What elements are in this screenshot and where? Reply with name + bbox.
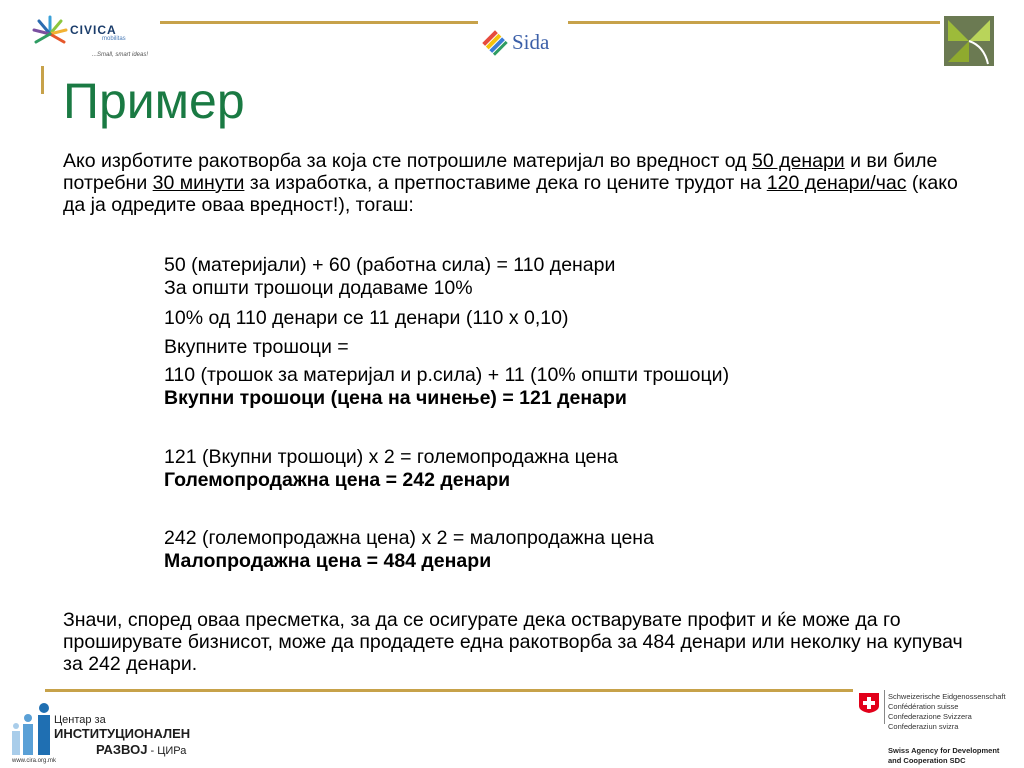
civica-sub: mobilitas (102, 36, 126, 42)
sida-mark-icon (482, 30, 508, 56)
calc-line-2: За општи трошоци додаваме 10% (164, 277, 473, 299)
materials-cost: 50 денари (752, 150, 845, 172)
sdc-line-3: Confederazione Svizzera (888, 712, 972, 721)
conclusion-paragraph: Значи, според оваа пресметка, за да се осигурате дека остварувате профит и ќе може да го проширувате бизнисот, може да продадете една ракотворба за 484 денари или неколку на купувач за 242 денари. (63, 609, 963, 675)
leaf-logo (944, 16, 994, 70)
sdc-line-5: Swiss Agency for Development (888, 746, 1000, 755)
calc-wholesale-price: Големопродажна цена = 242 денари (164, 469, 511, 491)
calc-total-cost: Вкупни трошоци (цена на чинење) = 121 денари (164, 387, 627, 409)
hourly-rate: 120 денари/час (766, 172, 907, 194)
calc-line-3: 10% од 110 денари се 11 денари (110 x 0,10) (164, 307, 569, 329)
calc-line-4: Вкупните трошоци = (164, 336, 349, 358)
sdc-line-1: Schweizerische Eidgenossenschaft (888, 692, 1006, 701)
header-rule-right (568, 21, 940, 24)
sdc-logo (856, 690, 1022, 766)
sdc-line-2: Confédération suisse (888, 702, 959, 711)
swiss-flag-icon (858, 692, 880, 714)
cir-line-3-bold: РАЗВОЈ (96, 742, 148, 757)
intro-text-2: и ви биле потребни (63, 150, 938, 194)
calc-retail-price: Малопродажна цена = 484 денари (164, 550, 492, 572)
header-rule-left (160, 21, 478, 24)
sdc-line-4: Confederaziun svizra (888, 722, 959, 731)
sdc-line-6: and Cooperation SDC (888, 756, 966, 765)
cir-figures-icon (10, 702, 58, 760)
calc-line-7: 121 (Вкупни трошоци) x 2 = големопродажна цена (164, 446, 619, 468)
page-title: Пример (63, 73, 245, 129)
intro-text-4: (како да ја одредите оваа вредност!), тогаш: (63, 172, 958, 216)
time-spent: 30 минути (152, 172, 245, 194)
civica-logo (30, 12, 160, 64)
intro-text-3: за изработка, а претпоставиме дека го цените трудот на (244, 172, 767, 194)
calc-line-1: 50 (материјали) + 60 (работна сила) = 110 денари (164, 254, 616, 276)
civica-burst-icon (30, 14, 70, 54)
cir-line-1: Центар за (54, 714, 106, 726)
cir-line-3-suffix: - ЦИРа (147, 745, 187, 757)
sdc-divider (884, 690, 885, 724)
cir-line-2: ИНСТИТУЦИОНАЛЕН (54, 726, 191, 741)
cir-line-3 (96, 742, 186, 757)
calc-line-9: 242 (големопродажна цена) x 2 = малопродажна цена (164, 527, 654, 549)
civica-name: CIVICA (70, 23, 117, 37)
intro-paragraph (63, 150, 963, 216)
cir-url: www.cira.org.mk (12, 758, 57, 764)
footer-rule (45, 689, 853, 692)
sida-name: Sida (512, 30, 550, 54)
intro-text-1: Ако изрботите ракотворба за која сте потрошиле материјал во вредност од (63, 150, 752, 172)
leaf-icon (944, 16, 994, 70)
calc-line-5: 110 (трошок за материјал и р.сила) + 11 (10% општи трошоци) (164, 364, 730, 386)
cir-logo (10, 700, 190, 766)
title-accent-bar (41, 66, 44, 94)
civica-tagline: ...Small, smart ideas! (92, 52, 149, 58)
sida-logo (482, 28, 562, 58)
